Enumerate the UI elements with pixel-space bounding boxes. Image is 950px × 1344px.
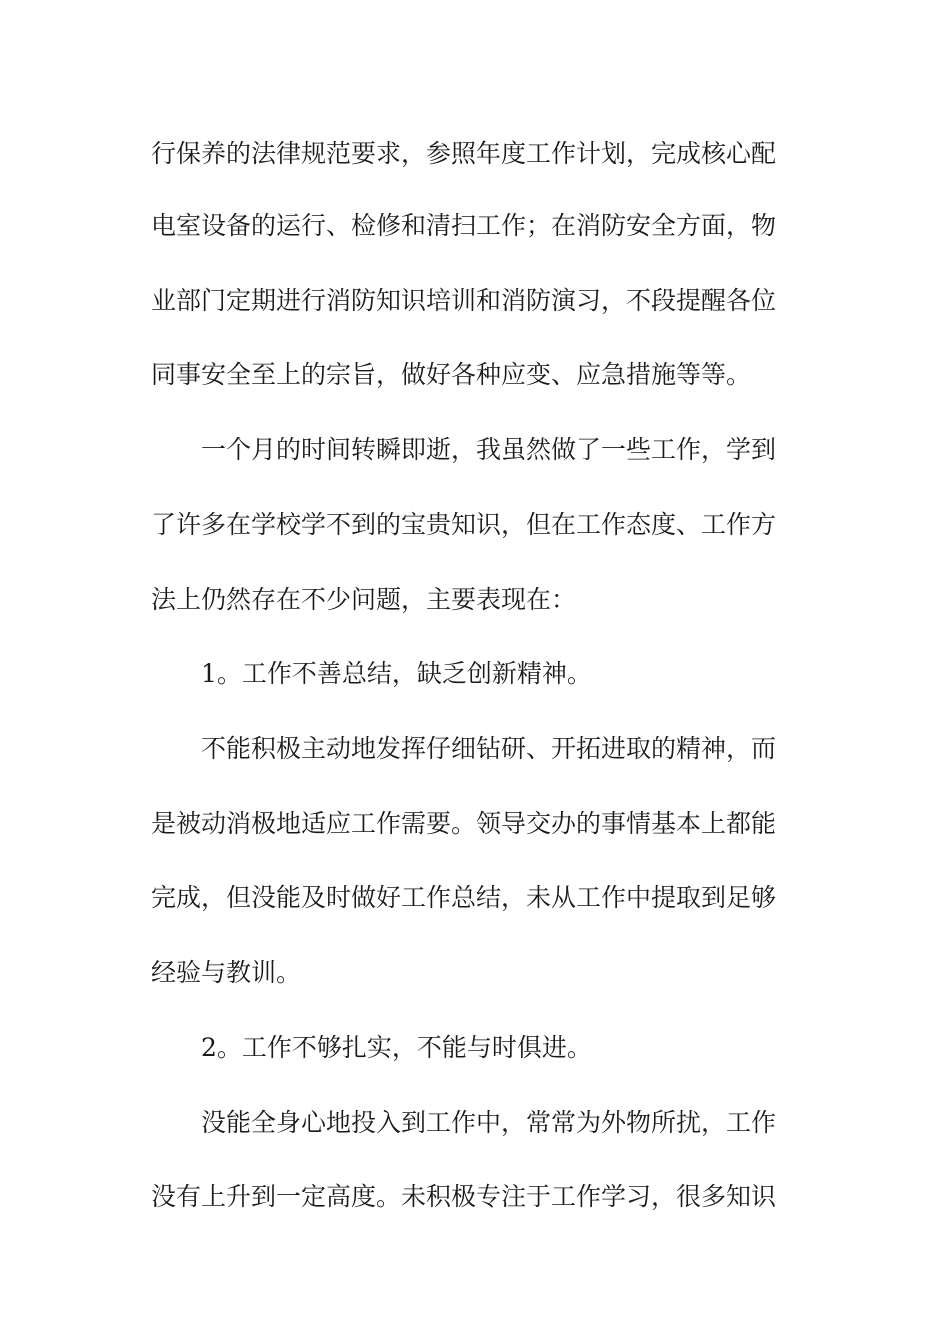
text-line-5: 一个月的时间转瞬即逝，我虽然做了一些工作，学到 xyxy=(201,435,777,464)
text-line-10: 是被动消极地适应工作需要。领导交办的事情基本上都能 xyxy=(151,809,777,838)
text-line-15: 没有上升到一定高度。未积极专注于工作学习，很多知识 xyxy=(151,1182,777,1211)
text-line-11: 完成，但没能及时做好工作总结，未从工作中提取到足够 xyxy=(151,883,777,912)
text-line-12: 经验与教训。 xyxy=(151,958,302,987)
text-line-4: 同事安全至上的宗旨，做好各种应变、应急措施等等。 xyxy=(151,360,752,389)
text-line-6: 了许多在学校学不到的宝贵知识，但在工作态度、工作方 xyxy=(151,510,777,539)
text-line-3: 业部门定期进行消防知识培训和消防演习，不段提醒各位 xyxy=(151,286,777,315)
text-line-7: 法上仍然存在不少问题，主要表现在： xyxy=(151,585,577,614)
list-heading-2: 2。工作不够扎实，不能与时俱进。 xyxy=(201,1033,592,1062)
text-line-14: 没能全身心地投入到工作中，常常为外物所扰，工作 xyxy=(201,1108,777,1137)
list-heading-1: 1。工作不善总结，缺乏创新精神。 xyxy=(201,659,592,688)
text-line-1: 行保养的法律规范要求，参照年度工作计划，完成核心配 xyxy=(151,139,777,168)
text-line-2: 电室设备的运行、检修和清扫工作；在消防安全方面，物 xyxy=(151,211,777,240)
text-line-9: 不能积极主动地发挥仔细钻研、开拓进取的精神，而 xyxy=(201,734,777,763)
